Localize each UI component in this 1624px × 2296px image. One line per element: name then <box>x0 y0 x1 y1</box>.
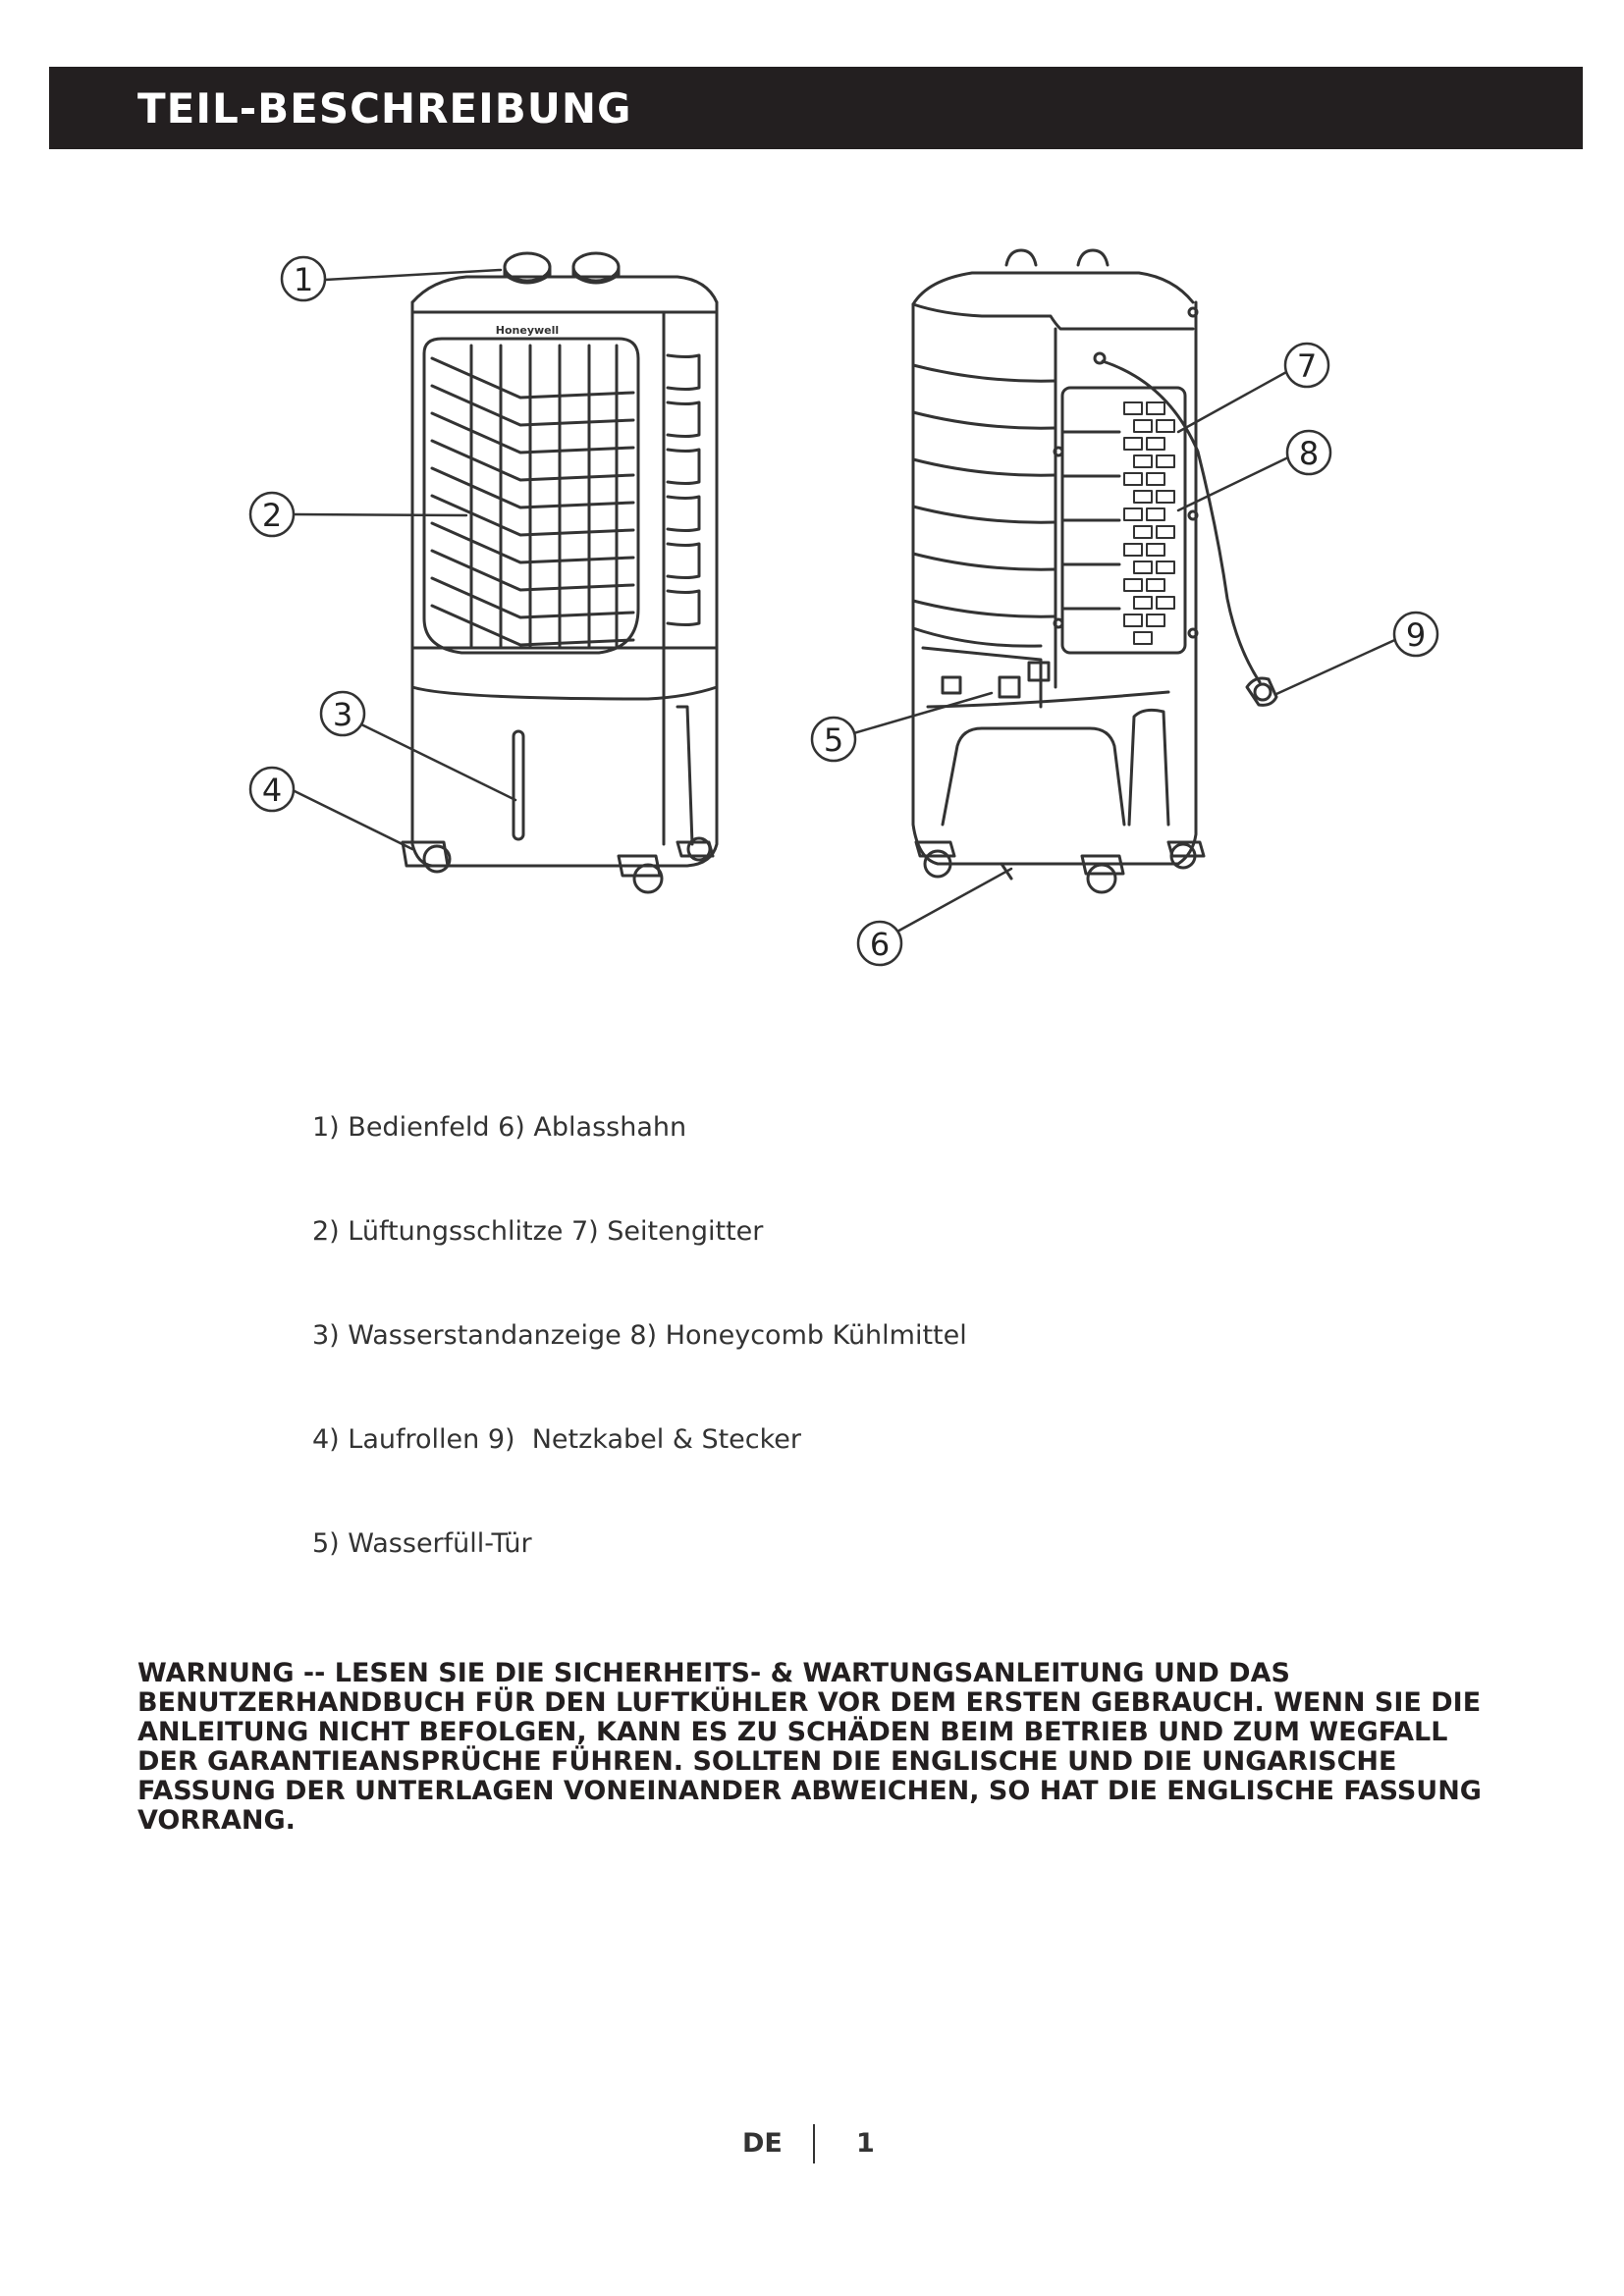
water-level-indicator <box>514 731 523 839</box>
page-title: TEIL-BESCHREIBUNG <box>137 84 632 133</box>
honeycomb-pattern <box>1124 402 1174 644</box>
parts-list-line-5: 5) Wasserfüll-Tür <box>312 1528 532 1559</box>
parts-list-line-1: 1) Bedienfeld 6) Ablasshahn <box>312 1112 687 1143</box>
callout-4: 4 <box>261 772 283 809</box>
warning-text: WARNUNG -- LESEN SIE DIE SICHERHEITS- & WARTUNGSANLEITUNG UND DAS BENUTZERHANDBUCH FÜR DEN LUFTKÜHLER VOR DEM ERSTEN GEBRAUCH. WENN SIE DIE ANLEITUNG NICHT BEFOLGEN, KANN ES ZU SCHÄDEN BEIM BETRIEB UND ZUM WEGFALL DER GARANTIEANSPRÜCHE FÜHREN. SOLLTEN DIE ENGLISCHE UND DIE UNGARISCHE FASSUNG DER UNTERLAGEN VONEINANDER ABWEICHEN, SO HAT DIE ENGLISCHE FASSUNG VORRANG. <box>137 1658 1482 1836</box>
parts-list-line-4: 4) Laufrollen 9) Netzkabel & Stecker <box>312 1424 802 1455</box>
power-plug <box>1247 678 1276 705</box>
parts-list-line-2: 2) Lüftungsschlitze 7) Seitengitter <box>312 1216 764 1247</box>
footer-separator <box>813 2124 815 2163</box>
back-wheels <box>916 842 1204 892</box>
page-footer <box>0 2128 1624 2167</box>
callout-2: 2 <box>261 497 283 534</box>
callout-8: 8 <box>1298 435 1320 472</box>
parts-list-line-3: 3) Wasserstandanzeige 8) Honeycomb Kühlmittel <box>312 1320 967 1351</box>
page-number: 1 <box>856 2128 875 2159</box>
callout-1: 1 <box>293 261 314 298</box>
callout-7: 7 <box>1296 347 1318 385</box>
callout-3: 3 <box>332 696 353 733</box>
power-cord <box>1103 361 1260 682</box>
parts-diagram <box>0 0 1624 1001</box>
footer-language: DE <box>742 2128 783 2159</box>
callout-circles <box>250 257 1437 965</box>
callout-9: 9 <box>1405 616 1427 654</box>
callout-5: 5 <box>823 721 844 759</box>
back-view-cooler <box>913 250 1276 892</box>
callout-6: 6 <box>869 926 891 963</box>
front-view-cooler <box>403 253 717 892</box>
front-brand-label: Honeywell <box>495 324 560 337</box>
